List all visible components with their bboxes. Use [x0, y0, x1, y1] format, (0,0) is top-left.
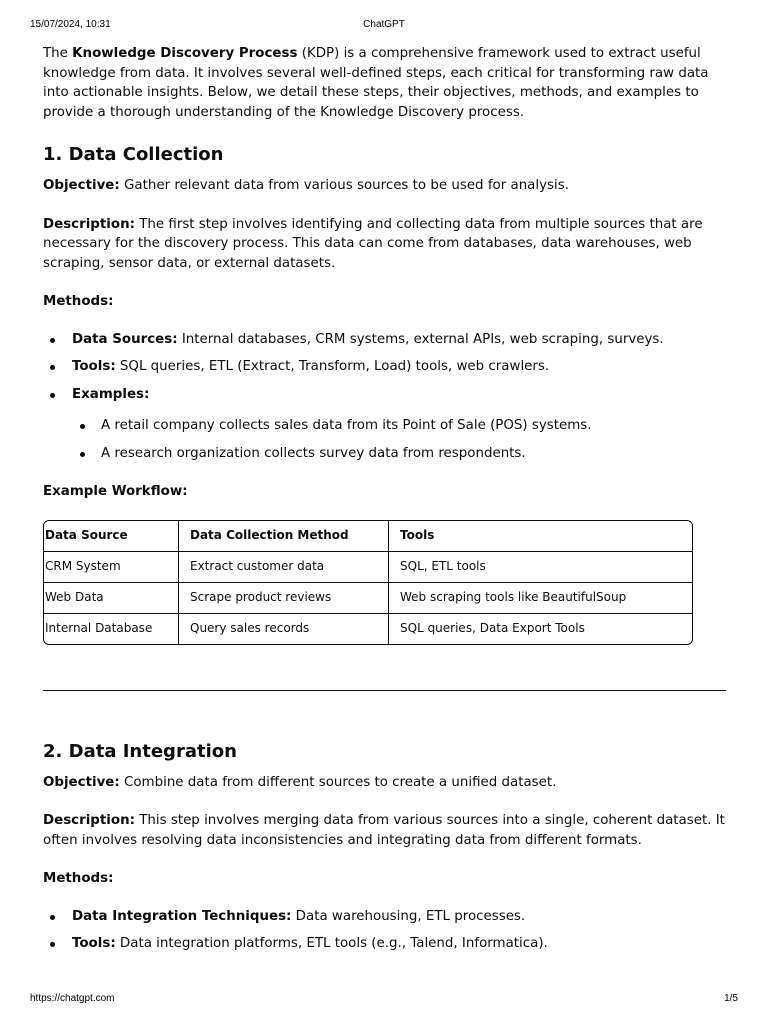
list-item: A research organization collects survey data from respondents.	[43, 444, 726, 464]
intro-before: The	[43, 46, 73, 61]
section1-description	[43, 215, 726, 274]
print-datetime: 15/07/2024, 10:31	[30, 19, 111, 30]
list-item: A retail company collects sales data from its Point of Sale (POS) systems.	[43, 416, 726, 436]
section2-objective	[43, 773, 726, 793]
section2-methods-list	[43, 907, 726, 954]
section1-description-label: Description:	[43, 216, 135, 232]
print-page-number: 1/5	[724, 993, 738, 1004]
workflow-label: Example Workflow:	[43, 484, 188, 499]
section-divider	[43, 690, 726, 691]
section2-methods-heading	[43, 869, 726, 889]
method-label: Tools:	[72, 359, 116, 374]
print-url[interactable]: https://chatgpt.com	[30, 993, 115, 1004]
print-title: ChatGPT	[363, 19, 405, 30]
section1-objective-label: Objective:	[43, 178, 120, 193]
table-cell: Extract customer data	[179, 552, 389, 583]
table-row	[44, 583, 692, 614]
table-cell: CRM System	[44, 552, 179, 583]
method-text: Data integration platforms, ETL tools (e.g., Talend, Informatica).	[115, 936, 548, 951]
table-cell: Internal Database	[44, 614, 179, 644]
table-header-cell: Data Source	[44, 521, 179, 552]
list-item	[43, 907, 726, 927]
section2-description-label: Description:	[43, 813, 135, 828]
intro-after: (KDP) is a comprehensive framework used to extract useful knowledge from data. It involves several well-defined steps, each critical for transforming raw data into actionable insights. Below, we detail these steps, their objectives, methods, and examples to provide a thorough understanding of the Knowledge Discovery process.	[43, 46, 709, 120]
workflow-table	[43, 520, 693, 645]
section2-description	[43, 811, 726, 850]
print-header	[30, 19, 738, 30]
method-label: Data Sources:	[72, 331, 178, 347]
section1-workflow-heading	[43, 482, 726, 502]
table-header-row	[44, 521, 692, 552]
list-item	[43, 357, 726, 377]
section2-heading: 2. Data Integration	[43, 740, 237, 762]
intro-paragraph	[43, 44, 726, 122]
intro-bold: Knowledge Discovery Process	[72, 46, 298, 61]
method-label: Data Integration Techniques:	[72, 908, 292, 924]
table-row	[44, 614, 692, 644]
section2-description-text: This step involves merging data from various sources into a single, coherent dataset. It often involves resolving data inconsistencies and integrating data from different formats.	[43, 813, 725, 848]
table-cell: Query sales records	[179, 614, 389, 644]
section1-methods-label: Methods:	[43, 294, 114, 309]
table-cell: SQL, ETL tools	[389, 552, 692, 583]
method-label: Examples:	[72, 386, 150, 402]
list-item	[43, 934, 726, 954]
section1-description-text: The first step involves identifying and collecting data from multiple sources that are necessary for the discovery process. This data can come from databases, data warehouses, web scraping, sensor data, or external datasets.	[43, 216, 703, 271]
table-cell: SQL queries, Data Export Tools	[400, 620, 585, 635]
section1-objective-text: Gather relevant data from various sources to be used for analysis.	[119, 178, 569, 193]
table-cell: Scrape product reviews	[179, 583, 389, 614]
list-item	[43, 330, 726, 350]
section2-objective-text: Combine data from different sources to create a unified dataset.	[119, 774, 557, 790]
print-footer	[30, 993, 738, 1004]
method-label: Tools:	[72, 936, 116, 951]
method-text: Data warehousing, ETL processes.	[291, 908, 526, 924]
table-header-cell: Data Collection Method	[179, 521, 389, 552]
table-row	[44, 552, 692, 583]
document-content	[43, 44, 726, 954]
method-text: SQL queries, ETL (Extract, Transform, Load) tools, web crawlers.	[115, 359, 550, 374]
table-header-cell: Tools	[389, 521, 692, 552]
section1-examples-list	[43, 416, 726, 463]
section1-methods-list	[43, 330, 726, 405]
section1-objective	[43, 176, 726, 196]
section1-heading: 1. Data Collection	[43, 144, 224, 165]
list-item	[43, 385, 726, 405]
section1-methods-heading	[43, 292, 726, 312]
table-cell: Web scraping tools like BeautifulSoup	[389, 583, 692, 614]
table-cell: Web Data	[44, 583, 179, 614]
method-text: Internal databases, CRM systems, external APIs, web scraping, surveys.	[177, 331, 664, 347]
section2-methods-label: Methods:	[43, 871, 114, 886]
section2-objective-label: Objective:	[43, 774, 120, 790]
